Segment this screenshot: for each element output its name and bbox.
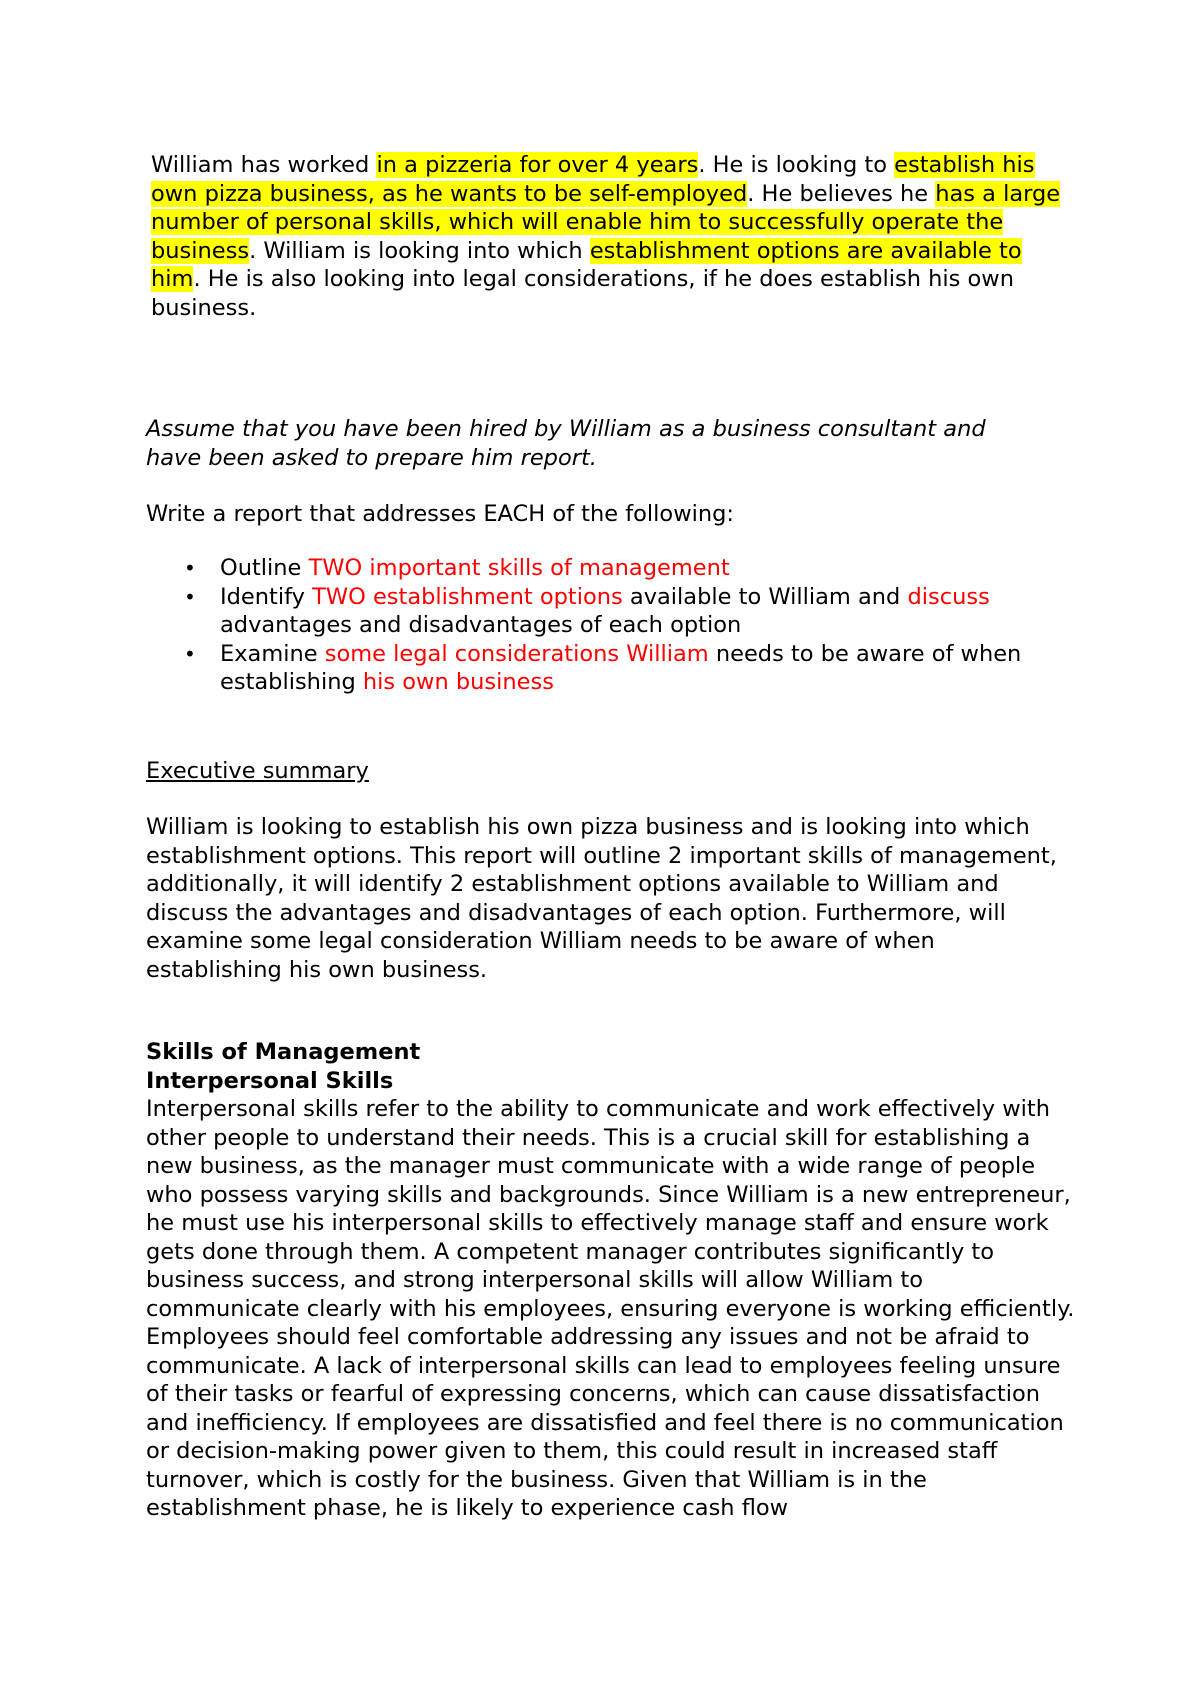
- interpersonal-skills-subheading: Interpersonal Skills: [146, 1067, 394, 1094]
- bullet-icon: •: [184, 556, 196, 580]
- assignment-instruction: [146, 415, 1076, 472]
- intro-text-3: . He believes he: [747, 180, 936, 207]
- task-1-emphasis: TWO important skills of management: [308, 555, 730, 581]
- task-3-emphasis-b: his own business: [362, 669, 554, 695]
- intro-text-5: . He is also looking into legal considerations, if he does establish his own business.: [151, 266, 1014, 321]
- task-item-skills: [146, 554, 1076, 583]
- write-prompt: Write a report that addresses EACH of the following:: [146, 501, 734, 527]
- task-item-establishment: [146, 583, 1076, 640]
- intro-highlight-4: establishment options are available to him: [151, 237, 1022, 292]
- instruction-line-2: have been asked to prepare him report.: [146, 444, 597, 471]
- instruction-line-1: Assume that you have been hired by William as a business consultant and: [146, 416, 986, 442]
- task-1-text: Outline: [220, 555, 309, 581]
- bullet-icon: •: [184, 584, 196, 609]
- task-item-legal: [146, 640, 1076, 697]
- task-3-emphasis-a: some legal considerations William: [324, 640, 709, 667]
- task-2-emphasis-b: discuss: [907, 583, 990, 610]
- task-2-emphasis-a: TWO establishment options: [312, 583, 623, 610]
- task-2-text-b: available to William and: [622, 583, 908, 610]
- intro-text-2: . He is looking to: [698, 152, 895, 178]
- task-list-container: [146, 554, 1076, 697]
- task-2-text-a: Identify: [220, 583, 313, 610]
- intro-highlight-3: has a large number of personal skills, which will enable him to successfully operate the business: [151, 180, 1061, 264]
- task-2-text-c: advantages and disadvantages of each option: [220, 612, 742, 638]
- executive-summary-body: William is looking to establish his own pizza business and is looking into which establishment options. This report will outline 2 important skills of management, additionally, it will identify 2 establishment options available to William and discuss the advantages and disadvantages of each option. Furthermore, will examine some legal consideration William needs to be aware of when establishing his own business.: [146, 814, 1057, 983]
- intro-highlight-2: establish his own pizza business, as he wants to be self-employed: [151, 152, 1035, 207]
- intro-text-4: . William is looking into which: [249, 237, 590, 264]
- task-3-text-b: needs to be aware of when establishing: [220, 640, 1022, 695]
- case-study-paragraph: [151, 151, 1071, 322]
- executive-summary-heading: Executive summary: [146, 758, 369, 784]
- intro-highlight-1: in a pizzeria for over 4 years: [376, 152, 699, 178]
- task-list: [146, 554, 1076, 697]
- skills-section: [146, 1038, 1076, 1523]
- bullet-icon: •: [184, 641, 196, 666]
- intro-text-1: William has worked: [151, 152, 377, 178]
- interpersonal-skills-body: Interpersonal skills refer to the ability to communicate and work effectively with other people to understand their needs. This is a crucial skill for establishing a new business, as the manager must communicate with a wide range of people who possess varying skills and backgrounds. Since William is a new entrepreneur, he must use his interpersonal skills to effectively manage staff and ensure work gets done through them. A competent manager contributes significantly to business success, and strong interpersonal skills will allow William to communicate clearly with his employees, ensuring everyone is working efficiently. Employees should feel comfortable addressing any issues and not be afraid to communicate. A lack of interpersonal skills can lead to employees feeling unsure of their tasks or fearful of expressing concerns, which can cause dissatisfaction and inefficiency. If employees are dissatisfied and feel there is no communication or decision-making power given to them, this could result in increased staff turnover, which is costly for the business. Given that William is in the establishment phase, he is likely to experience cash flow: [146, 1096, 1075, 1521]
- task-3-text-a: Examine: [220, 640, 325, 667]
- skills-heading: Skills of Management: [146, 1039, 421, 1065]
